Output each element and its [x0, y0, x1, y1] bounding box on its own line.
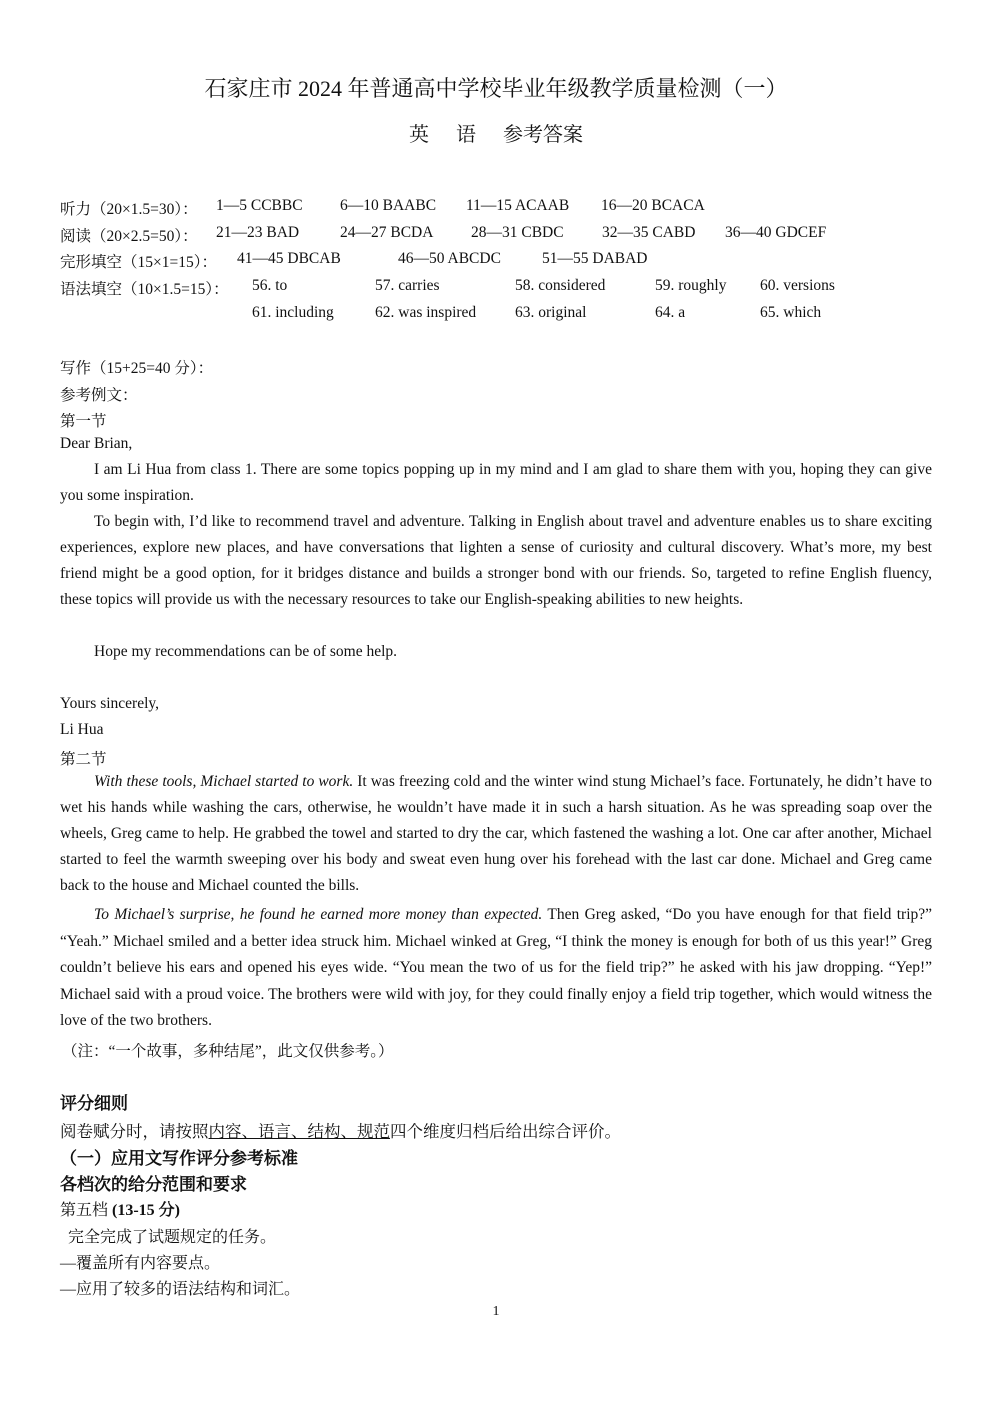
answer-item: 60. versions — [760, 277, 835, 294]
answer-item: 65. which — [760, 304, 822, 321]
answer-item: 56. to — [252, 277, 288, 294]
grading-subheading: （一）应用文写作评分参考标准 — [60, 1149, 298, 1169]
answer-group: 1—5 CCBBC — [216, 197, 303, 214]
grading-range-heading: 各档次的给分范围和要求 — [60, 1175, 247, 1195]
letter-paragraph: Hope my recommendations can be of some help. — [94, 643, 398, 660]
story-text: It was freezing cold and the winter wind stung Michael’s face. Fortunately, he didn’t have to wet his hands while washing the cars, otherwise, he wouldn’t have made it in such a harsh situation. As he was spreading soap over the wheels, Greg came to help. He grabbed the towel and started to dry the car, which fastened the washing a lot. One car after another, Michael started to feel the warmth sweeping over his body and sweat even hung over his forehead with the last car done. Michael and Greg came back to the house and Michael counted the bills. — [60, 773, 932, 894]
page-number: 1 — [492, 1304, 500, 1319]
section2-label: 第二节 — [60, 751, 107, 768]
story-text: Then Greg asked, “Do you have enough for that field trip?” “Yeah.” Michael smiled and a better idea struck him. Michael winked at Greg, “I think the money is enough for both of us this year!” Greg couldn’t believe his ears and opened his eyes wide. “You mean the two of us for the field trip?” he asked with his jaw dropping. “Yep!” Michael said with a proud voice. The brothers were wild with joy, for they could finally enjoy a field trip together, which would witness the love of the two brothers. — [60, 906, 933, 1029]
reading-label: 阅读（20×2.5=50）： — [60, 228, 198, 245]
answer-item: 58. considered — [515, 277, 606, 294]
section1-label: 第一节 — [60, 413, 107, 430]
letter-paragraph: To begin with, I’d like to recommend travel and adventure. Talking in English about travel and adventure enables us to share exciting experiences, explore new places, and have conversations that lighten a sense of curiosity and cultural discovery. What’s more, my best friend might be a good option, for it bridges distance and builds a stronger bond with our friends. So, targeted to refine English fluency, these topics will provide us with the necessary resources to take our English-speaking abilities to new heights. — [60, 513, 932, 608]
letter-salutation: Dear Brian, — [60, 435, 133, 452]
story-paragraph — [60, 902, 932, 1035]
story-lead-sentence: To Michael’s surprise, he found he earned more money than expected. — [94, 906, 543, 923]
answer-group: 6—10 BAABC — [340, 197, 437, 214]
grading-tier — [60, 1197, 180, 1220]
answer-group: 28—31 CBDC — [471, 224, 564, 241]
grammar-label: 语法填空（10×1.5=15）： — [60, 281, 229, 298]
cloze-label: 完形填空（15×1=15）： — [60, 254, 217, 271]
grading-intro-text: 四个维度归档后给出综合评价。 — [390, 1122, 621, 1141]
answer-group: 11—15 ACAAB — [466, 197, 570, 214]
page-title: 石家庄市 2024 年普通高中学校毕业年级教学质量检测（一） — [204, 76, 788, 101]
grading-item: —应用了较多的语法结构和词汇。 — [60, 1281, 301, 1298]
answer-item: 63. original — [515, 304, 587, 321]
listening-label: 听力（20×1.5=30）： — [60, 201, 198, 218]
answer-group: 46—50 ABCDC — [398, 250, 501, 267]
answer-item: 57. carries — [375, 277, 440, 294]
grading-dimensions: 内容、语言、结构、规范 — [208, 1122, 390, 1141]
answer-item: 59. roughly — [655, 277, 727, 294]
grading-intro-text: 阅卷赋分时，请按照 — [60, 1122, 209, 1141]
answer-group: 41—45 DBCAB — [237, 250, 341, 267]
answer-group: 51—55 DABAD — [542, 250, 648, 267]
letter-closing: Yours sincerely, — [60, 695, 160, 712]
story-lead-sentence: With these tools, Michael started to work. — [94, 773, 354, 790]
answer-item: 62. was inspired — [375, 304, 477, 321]
answer-group: 24—27 BCDA — [340, 224, 434, 241]
sample-label: 参考例文： — [60, 387, 138, 404]
letter-signature: Li Hua — [60, 721, 104, 738]
writing-note: （注：“一个故事，多种结尾”，此文仅供参考。） — [62, 1043, 394, 1060]
grading-item: 完全完成了试题规定的任务。 — [68, 1229, 277, 1246]
answer-group: 36—40 GDCEF — [725, 224, 827, 241]
story-paragraph — [60, 769, 932, 899]
page-subtitle: 英 语 参考答案 — [409, 124, 583, 146]
grading-heading: 评分细则 — [60, 1094, 128, 1114]
grading-item: —覆盖所有内容要点。 — [60, 1255, 221, 1272]
answer-item: 64. a — [655, 304, 686, 321]
answer-group: 21—23 BAD — [216, 224, 300, 241]
grading-intro — [60, 1118, 621, 1142]
tier-score: (13-15 分) — [112, 1202, 181, 1219]
answer-group: 16—20 BCACA — [601, 197, 705, 214]
tier-label: 第五档 — [60, 1202, 109, 1219]
writing-heading: 写作（15+25=40 分）： — [60, 360, 214, 377]
answer-item: 61. including — [252, 304, 334, 321]
letter-paragraph: I am Li Hua from class 1. There are some topics popping up in my mind and I am glad to share them with you, hoping they can give you some inspiration. — [60, 461, 932, 504]
answer-group: 32—35 CABD — [602, 224, 696, 241]
